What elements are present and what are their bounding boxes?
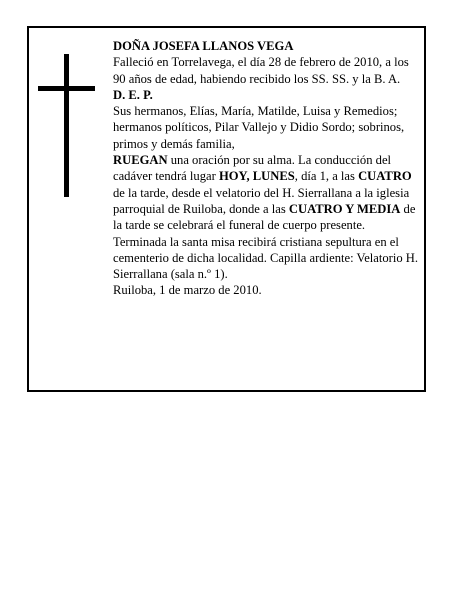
family-list: Sus hermanos, Elías, María, Matilde, Luisa y Remedios; hermanos políticos, Pilar Vallejo y Didio Sordo; sobrinos, primos y demás familia, bbox=[113, 104, 405, 151]
death-statement: Falleció en Torrelavega, el día 28 de febrero de 2010, a los 90 años de edad, habiendo recibido los SS. SS. y la B. A. bbox=[113, 55, 409, 86]
ruegan-text: RUEGAN bbox=[113, 153, 168, 168]
funeral-details: RUEGAN una oración por su alma. La conducción del cadáver tendrá lugar HOY, LUNES, día 1, a las CUATRO de la tarde, desde el velatorio del H. Sierrallana a la iglesia parroquial de Ruiloba, donde a las CUATRO Y MEDIA de la tarde se celebrará el funeral de cuerpo presente. Terminada la santa misa recibirá cristiana sepultura en el cementerio de dicha localidad. Capilla ardiente: Velatorio H. Sierrallana (sala n.º 1). bbox=[113, 153, 419, 282]
cuatro-text: CUATRO bbox=[358, 169, 412, 184]
rip-heading: D. E. P. bbox=[113, 87, 153, 102]
place-date: Ruiloba, 1 de marzo de 2010. bbox=[113, 283, 262, 298]
cuatro-y-media-text: CUATRO Y MEDIA bbox=[288, 201, 401, 216]
obituary-text bbox=[113, 38, 419, 299]
cross-icon-bar bbox=[38, 86, 95, 91]
deceased-name: DOÑA JOSEFA LLANOS VEGA bbox=[113, 39, 294, 53]
cross-icon bbox=[64, 54, 69, 197]
hoy-lunes-text: HOY, LUNES bbox=[218, 169, 295, 184]
